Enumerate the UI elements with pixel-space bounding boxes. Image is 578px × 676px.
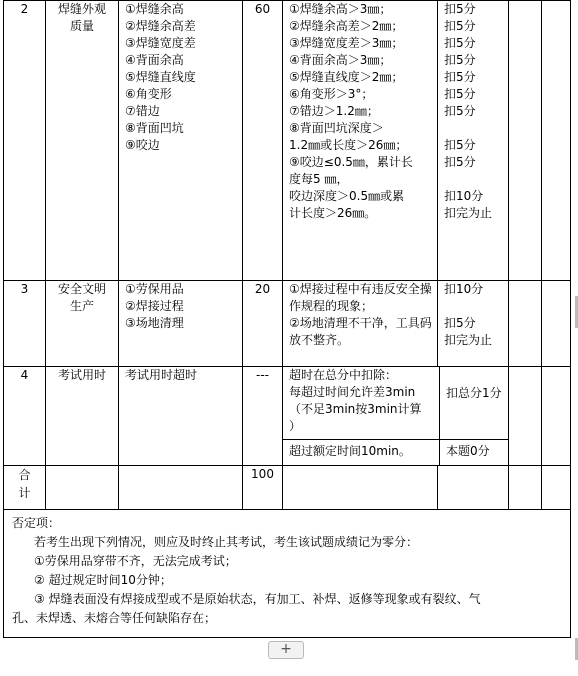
empty-cell <box>509 466 542 510</box>
item-name: 考试用时 <box>46 367 119 466</box>
notes-title: 否定项： <box>12 516 61 530</box>
item-contents: 考试用时超时 <box>119 367 243 466</box>
table-row <box>4 281 571 367</box>
empty-cell <box>46 466 119 510</box>
empty-cell <box>542 367 571 466</box>
row-number: 4 <box>4 367 46 466</box>
scoring-table <box>3 0 571 638</box>
notes-intro: 若考生出现下列情况，则应及时终止其考试，考生该试题成绩记为零分： <box>34 535 419 549</box>
notes-item: ② 超过规定时间10分钟； <box>34 573 172 587</box>
criteria: ①焊缝余高＞3㎜； ②焊缝余高差＞2㎜； ③焊缝宽度差＞3㎜； ④背面余高＞3㎜； ⑤焊缝直线度＞2㎜； ⑥角变形＞3°； ⑦错边＞1.2㎜； ⑧背面凹坑深度＞ 1.2㎜或长度＞26㎜； ⑨咬边≤0.5㎜，累计长 度每5 ㎜， 咬边深度＞0.5㎜或累 计长度＞26㎜。 <box>283 1 438 281</box>
score-value: --- <box>243 367 283 466</box>
score-value: 20 <box>243 281 283 367</box>
empty-cell <box>119 466 243 510</box>
empty-cell <box>509 367 542 466</box>
time-criteria-b: 超过额定时间10min。 本题0分 <box>283 439 508 465</box>
empty-cell <box>542 466 571 510</box>
table-row <box>4 367 571 466</box>
total-label: 合计 <box>4 466 46 510</box>
empty-cell <box>542 281 571 367</box>
empty-cell <box>509 1 542 281</box>
notes-row <box>4 510 571 638</box>
add-row-button[interactable]: + <box>268 641 304 659</box>
table-row <box>4 1 571 281</box>
time-criteria-block <box>283 367 509 466</box>
empty-cell <box>509 281 542 367</box>
notes-item-cont: 孔、未焊透、未熔合等任何缺陷存在； <box>12 611 217 625</box>
total-score: 100 <box>243 466 283 510</box>
empty-cell <box>542 1 571 281</box>
item-name: 焊缝外观质量 <box>46 1 119 281</box>
item-contents: ①焊缝余高 ②焊缝余高差 ③焊缝宽度差 ④背面余高 ⑤焊缝直线度 ⑥角变形 ⑦错边 ⑧背面凹坑 ⑨咬边 <box>119 1 243 281</box>
time-criteria-a: 超时在总分中扣除： 每超过时间允许差3min （不足3min按3min计算 ） 扣总分1分 <box>283 367 508 439</box>
deductions: 扣10分 扣5分 扣完为止 <box>438 281 509 367</box>
criteria: ①焊接过程中有违反安全操作规程的现象； ②场地清理不干净，工具码放不整齐。 <box>283 281 438 367</box>
notes-item: ③ 焊缝表面没有焊接成型或不是原始状态，有加工、补焊、返修等现象或有裂纹、气 <box>34 592 481 606</box>
total-row <box>4 466 571 510</box>
item-contents: ①劳保用品 ②焊接过程 ③场地清理 <box>119 281 243 367</box>
empty-cell <box>283 466 438 510</box>
item-name: 安全文明生产 <box>46 281 119 367</box>
score-value: 60 <box>243 1 283 281</box>
row-number: 2 <box>4 1 46 281</box>
notes-item: ①劳保用品穿带不齐，无法完成考试； <box>34 554 237 568</box>
row-number: 3 <box>4 281 46 367</box>
deductions: 扣5分 扣5分 扣5分 扣5分 扣5分 扣5分 扣5分 扣5分 扣5分 扣10分 扣完为止 <box>438 1 509 281</box>
empty-cell <box>438 466 509 510</box>
disqualification-notes <box>4 510 571 638</box>
